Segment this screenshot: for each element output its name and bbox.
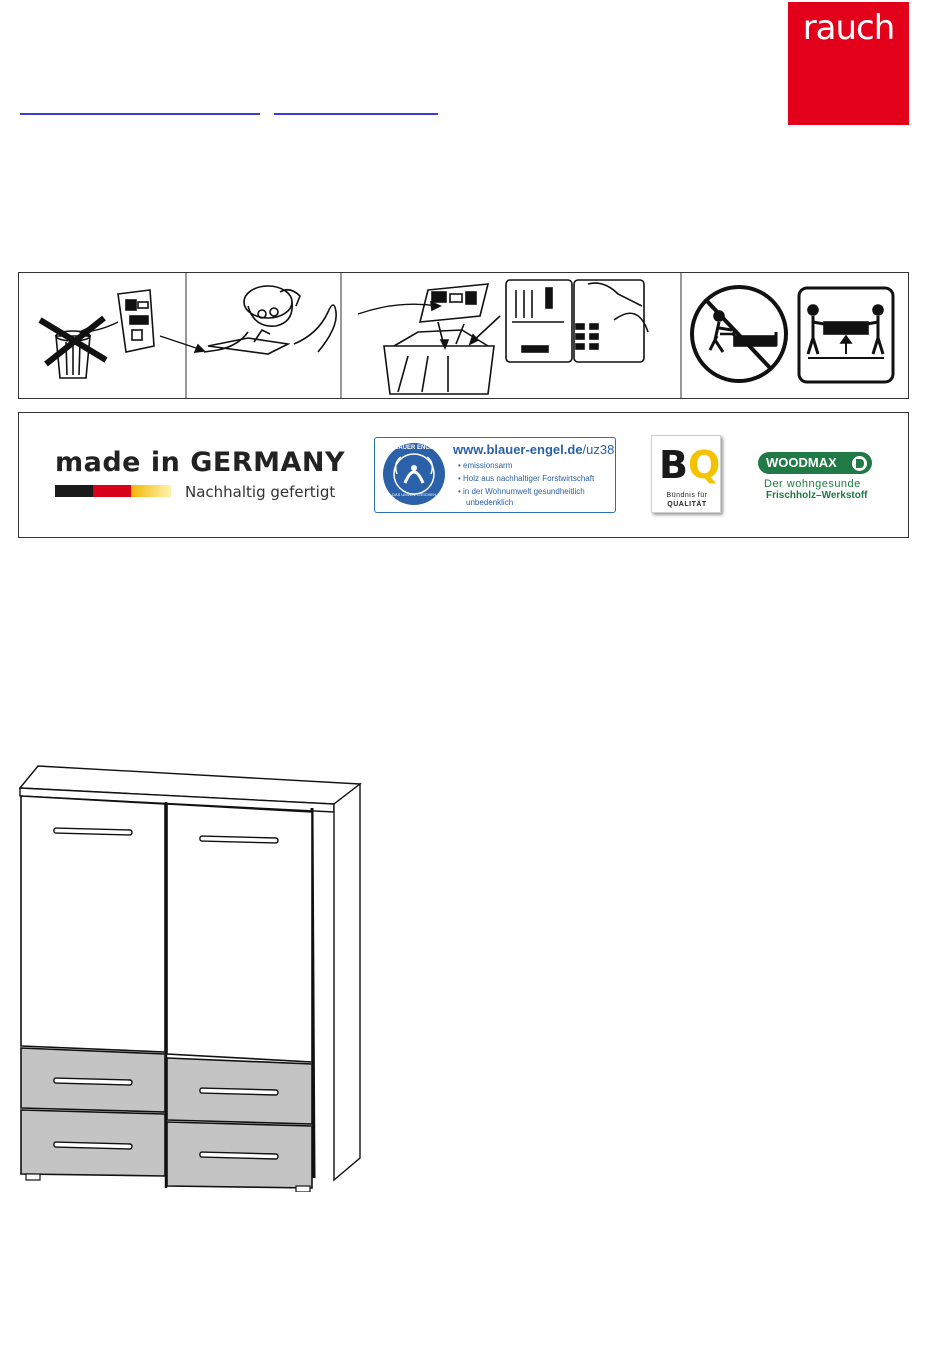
woodmax-name: WOODMAX [766, 455, 837, 470]
handle [200, 836, 278, 843]
brand-logo [788, 2, 909, 125]
cabinet-illustration [18, 762, 364, 1192]
cabinet-foot [296, 1186, 310, 1192]
do-not-discard-icon [40, 290, 204, 378]
blauer-engel-seal-sub: DAS UMWELTZEICHEN [392, 492, 436, 497]
blauer-engel-bullet: • in der Wohnumwelt gesundheitlich [458, 487, 585, 496]
handle [54, 828, 132, 835]
bullet-text: in der Wohnumwelt gesundheitlich [463, 487, 585, 496]
keep-documents-icon [358, 280, 648, 394]
instruction-icons [18, 272, 909, 399]
woodmax-d-icon [851, 455, 868, 472]
flag-gold-stripe [131, 485, 171, 497]
blauer-engel-bullet: • emissionsarm [458, 461, 513, 470]
no-drag-furniture-icon [692, 287, 786, 381]
handle [54, 1078, 132, 1085]
bq-sub-1: Bündnis für [666, 492, 708, 499]
blauer-engel-seal-text: BLAUER ENGEL [390, 445, 438, 451]
flag-red-stripe [93, 485, 131, 497]
blauer-engel-url-path: /uz38 [582, 442, 615, 457]
bq-letter-q: Q [687, 443, 721, 487]
cabinet-foot [26, 1174, 40, 1180]
bq-logo [659, 440, 721, 490]
blauer-engel-url-domain: www.blauer-engel.de [453, 442, 583, 457]
handle [200, 1088, 278, 1095]
woodmax-tagline-1: Der wohngesunde [764, 478, 861, 490]
made-in-subtitle: Nachhaltig gefertigt [185, 483, 336, 501]
blauer-engel-bullet: • Holz aus nachhaltiger Forstwirtschaft [458, 474, 595, 483]
link-2[interactable] [274, 113, 438, 115]
flag-black-stripe [55, 485, 93, 497]
bq-sub-2: QUALITÄT [667, 501, 707, 508]
handle [200, 1152, 278, 1159]
bullet-text: emissionsarm [463, 461, 513, 470]
blauer-engel-url [453, 442, 614, 457]
brand-logo-text: rauch [802, 8, 895, 48]
bq-letter-b: B [659, 443, 688, 487]
lift-with-two-people-icon [799, 288, 893, 382]
woodmax-tagline-2: Frischholz–Werkstoff [766, 490, 868, 501]
read-instructions-icon [204, 286, 336, 354]
cabinet-side [334, 784, 360, 1180]
handle [54, 1142, 132, 1149]
made-in-germany-heading: made in GERMANY [55, 447, 346, 478]
bullet-text: Holz aus nachhaltiger Forstwirtschaft [463, 474, 595, 483]
link-1[interactable] [20, 113, 260, 115]
blauer-engel-bullet-continued: unbedenklich [466, 498, 514, 507]
